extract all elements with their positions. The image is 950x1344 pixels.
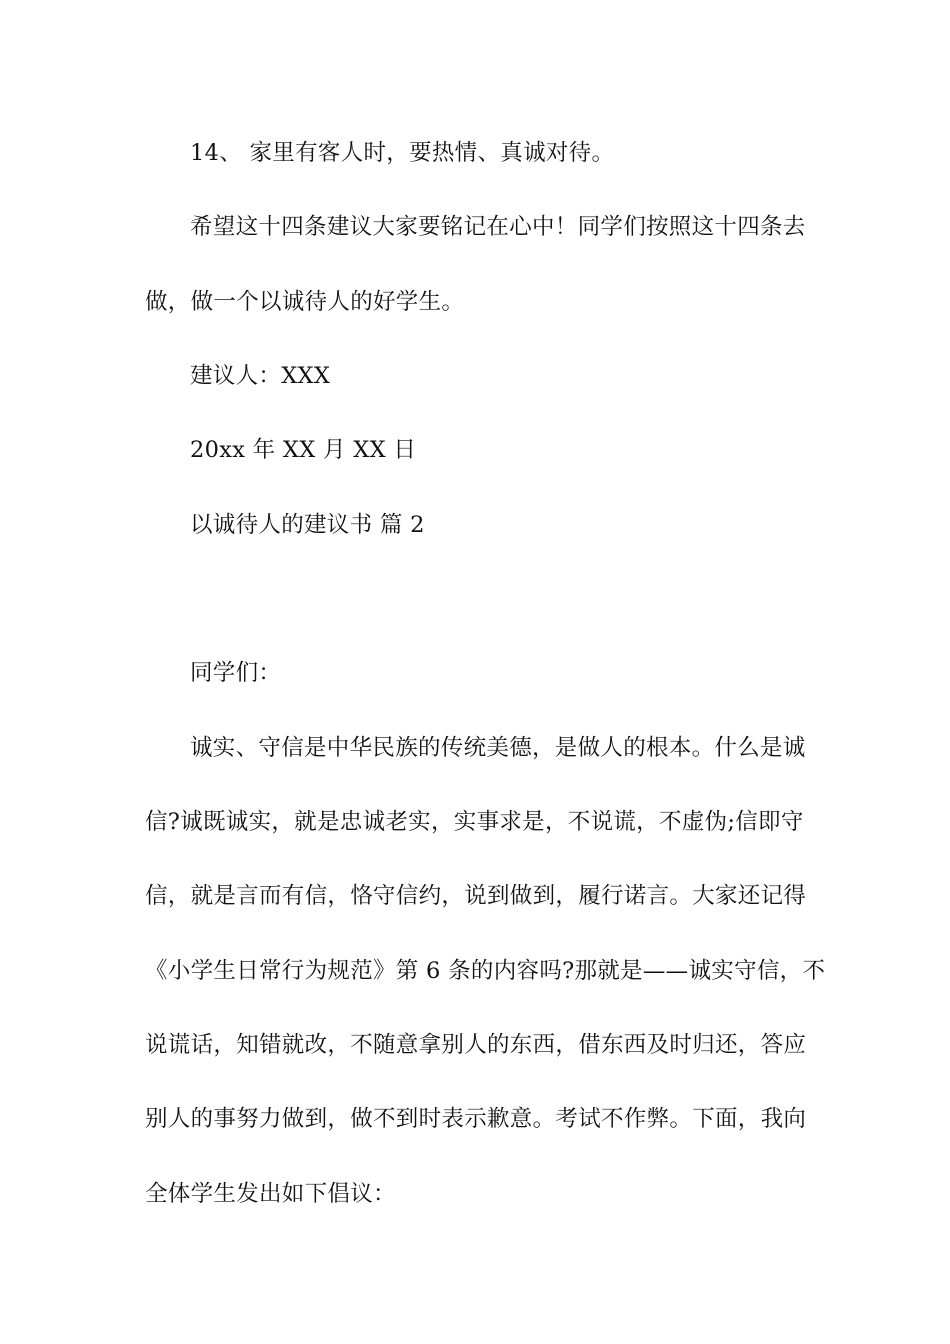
paragraph-line: 信?诚既诚实，就是忠诚老实，实事求是，不说谎，不虚伪;信即守 — [145, 809, 804, 835]
signer-line: 建议人：XXX — [190, 363, 331, 389]
salutation-line: 同学们： — [190, 660, 282, 686]
paragraph-line: 做，做一个以诚待人的好学生。 — [145, 289, 465, 315]
paragraph-line: 诚实、守信是中华民族的传统美德，是做人的根本。什么是诚 — [190, 735, 806, 761]
date-line: 20xx 年 XX 月 XX 日 — [190, 437, 417, 463]
paragraph-line: 希望这十四条建议大家要铭记在心中！同学们按照这十四条去 — [190, 214, 806, 240]
item-14-line: 14、 家里有客人时，要热情、真诚对待。 — [190, 140, 615, 166]
paragraph-line: 别人的事努力做到，做不到时表示歉意。考试不作弊。下面，我向 — [145, 1106, 807, 1132]
paragraph-line: 说谎话，知错就改，不随意拿别人的东西，借东西及时归还，答应 — [145, 1032, 807, 1058]
paragraph-line: 《小学生日常行为规范》第 6 条的内容吗?那就是——诚实守信，不 — [145, 958, 826, 984]
section-title: 以诚待人的建议书 篇 2 — [190, 512, 425, 538]
paragraph-line: 全体学生发出如下倡议： — [145, 1181, 396, 1207]
paragraph-line: 信，就是言而有信，恪守信约，说到做到，履行诺言。大家还记得 — [145, 883, 807, 909]
